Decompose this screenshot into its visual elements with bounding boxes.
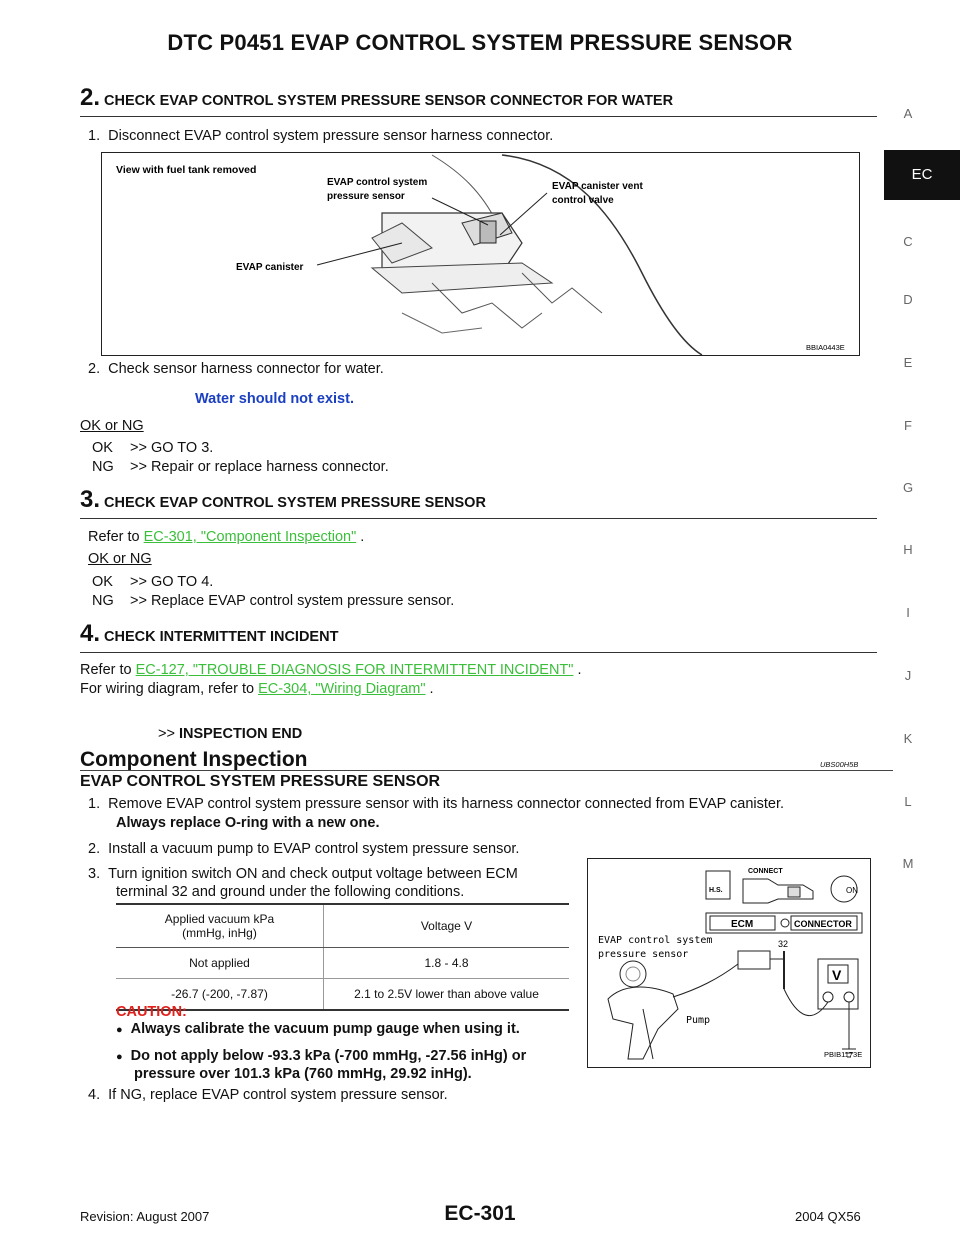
component-inspection-link[interactable]: EC-301, "Component Inspection" <box>143 529 357 545</box>
step-4-heading <box>80 620 877 653</box>
connect-label: CONNECT <box>748 868 783 875</box>
refer-prefix: Refer to <box>88 529 144 545</box>
step-3-refer <box>88 529 364 545</box>
wiring-suffix: . <box>425 681 434 697</box>
caution-label: CAUTION: <box>116 1004 187 1020</box>
refer-suffix: . <box>356 529 365 545</box>
meter-v-label: V <box>832 967 842 983</box>
step-number: 2. <box>80 84 101 111</box>
end-prefix: >> <box>158 726 179 742</box>
component-item-4: 4. If NG, replace EVAP control system pressure sensor. <box>88 1087 448 1103</box>
spec-table <box>116 905 569 1009</box>
figure-sensor-check <box>587 858 871 1068</box>
evap-location-diagram <box>102 153 859 355</box>
result-value[interactable]: >> GO TO 3. <box>130 440 214 456</box>
sensor-label-1: EVAP control system <box>598 935 713 946</box>
wiring-diagram-link[interactable]: EC-304, "Wiring Diagram" <box>258 681 426 697</box>
result-key: NG <box>92 593 114 609</box>
result-ng <box>92 459 389 475</box>
step-2-item-2: 2. Check sensor harness connector for water. <box>88 361 384 377</box>
hs-label: H.S. <box>709 887 723 894</box>
section-title: Component Inspection <box>80 748 308 771</box>
step-2-spec: Water should not exist. <box>195 391 354 407</box>
intermittent-incident-link[interactable]: EC-127, "TROUBLE DIAGNOSIS FOR INTERMITTENT INCIDENT" <box>135 662 574 678</box>
footer-page-number: EC-301 <box>444 1202 516 1225</box>
result-ok <box>92 574 213 590</box>
bullet-text: Always calibrate the vacuum pump gauge when using it. <box>130 1021 520 1037</box>
side-index-letter[interactable]: J <box>904 668 912 683</box>
table-row <box>116 948 569 979</box>
step-4-refer <box>80 662 582 678</box>
step-heading-text: CHECK EVAP CONTROL SYSTEM PRESSURE SENSOR CONNECTOR FOR WATER <box>104 93 674 109</box>
inspection-end <box>158 726 302 742</box>
ok-ng-label: OK or NG <box>88 551 152 567</box>
figure-label-sensor-1: EVAP control system <box>327 177 428 188</box>
caution-bullet-2 <box>116 1048 526 1064</box>
ecm-label: ECM <box>731 919 754 930</box>
result-value[interactable]: >> GO TO 4. <box>130 574 214 590</box>
step-4-wiring <box>80 681 434 697</box>
result-ng <box>92 593 454 609</box>
component-item-1-note: Always replace O-ring with a new one. <box>116 815 380 831</box>
step-3-heading <box>80 486 877 519</box>
footer-revision: Revision: August 2007 <box>80 1209 210 1224</box>
table-header-cell: Voltage V <box>324 905 570 948</box>
side-index-letter[interactable]: G <box>902 480 914 495</box>
wiring-prefix: For wiring diagram, refer to <box>80 681 259 697</box>
section-code: UBS00H5B <box>820 760 859 769</box>
side-index-letter[interactable]: C <box>903 234 913 249</box>
connector-label: CONNECTOR <box>794 919 852 929</box>
component-item-1: 1. Remove EVAP control system pressure sensor with its harness connector connected from EVAP canister. <box>88 796 785 812</box>
table-cell: -26.7 (-200, -7.87) <box>116 979 324 1010</box>
side-index-letter[interactable]: H <box>903 542 913 557</box>
refer-prefix: Refer to <box>80 662 136 678</box>
step-heading-text: CHECK EVAP CONTROL SYSTEM PRESSURE SENSOR <box>104 495 486 511</box>
side-index-letter[interactable]: L <box>904 794 912 809</box>
sensor-label-2: pressure sensor <box>598 949 689 960</box>
spec-table-wrapper <box>116 903 569 1011</box>
step-number: 3. <box>80 486 101 513</box>
side-index-letter[interactable]: K <box>903 731 913 746</box>
table-header-cell: Applied vacuum kPa (mmHg, inHg) <box>116 905 324 948</box>
caution-bullet-1 <box>116 1021 520 1037</box>
figure-label-vent-2: control valve <box>552 195 614 206</box>
table-header-row <box>116 905 569 948</box>
figure-label-view: View with fuel tank removed <box>116 164 257 176</box>
bullet-icon: ● <box>116 1024 123 1036</box>
section-subtitle: EVAP CONTROL SYSTEM PRESSURE SENSOR <box>80 773 441 790</box>
component-item-3-line-2: terminal 32 and ground under the following conditions. <box>116 884 465 900</box>
result-key: OK <box>92 440 113 456</box>
side-index-letter[interactable]: E <box>903 355 913 370</box>
side-index-letter[interactable]: F <box>904 418 912 433</box>
side-index-active-tab[interactable]: EC <box>884 150 960 200</box>
result-value: >> Replace EVAP control system pressure sensor. <box>130 593 455 609</box>
result-key: NG <box>92 459 114 475</box>
ok-ng-label: OK or NG <box>80 418 144 434</box>
side-index-letter[interactable]: D <box>903 292 913 307</box>
table-cell: Not applied <box>116 948 324 979</box>
result-ok <box>92 440 213 456</box>
step-number: 4. <box>80 620 101 647</box>
side-index-letter[interactable]: A <box>903 106 913 121</box>
figure-tag: BBIA0443E <box>806 343 845 352</box>
page-title: DTC P0451 EVAP CONTROL SYSTEM PRESSURE SENSOR <box>167 30 793 55</box>
figure-evap-location <box>101 152 860 356</box>
figure-label-sensor-2: pressure sensor <box>327 191 405 202</box>
on-label: ON <box>846 886 858 895</box>
figure-label-vent-1: EVAP canister vent <box>552 181 643 192</box>
pump-label: Pump <box>686 1015 711 1026</box>
table-cell: 2.1 to 2.5V lower than above value <box>354 987 539 1001</box>
step-2-item-1: 1. Disconnect EVAP control system pressure sensor harness connector. <box>88 128 554 144</box>
sensor-check-diagram <box>588 859 870 1067</box>
end-text: INSPECTION END <box>178 726 303 742</box>
result-value: >> Repair or replace harness connector. <box>130 459 389 475</box>
footer-model: 2004 QX56 <box>795 1209 861 1224</box>
section-divider <box>80 770 893 771</box>
terminal-label: 32 <box>778 939 789 949</box>
side-index-letter[interactable]: I <box>906 605 910 620</box>
bullet-text: Do not apply below -93.3 kPa (-700 mmHg, -27.56 inHg) or <box>130 1048 527 1064</box>
table-cell: 1.8 - 4.8 <box>324 948 570 979</box>
step-heading-text: CHECK INTERMITTENT INCIDENT <box>104 629 339 645</box>
refer-suffix: . <box>573 662 582 678</box>
figure-label-canister: EVAP canister <box>236 262 304 273</box>
result-key: OK <box>92 574 113 590</box>
caution-bullet-2-line-2: pressure over 101.3 kPa (760 mmHg, 29.92 inHg). <box>134 1066 472 1082</box>
side-index-letter[interactable]: M <box>902 856 914 871</box>
component-item-3-line-1: 3. Turn ignition switch ON and check output voltage between ECM <box>88 866 518 882</box>
step-2-heading <box>80 84 877 117</box>
component-item-2: 2. Install a vacuum pump to EVAP control system pressure sensor. <box>88 841 520 857</box>
bullet-icon: ● <box>116 1051 123 1063</box>
figure-tag: PBIB1173E <box>824 1050 863 1059</box>
